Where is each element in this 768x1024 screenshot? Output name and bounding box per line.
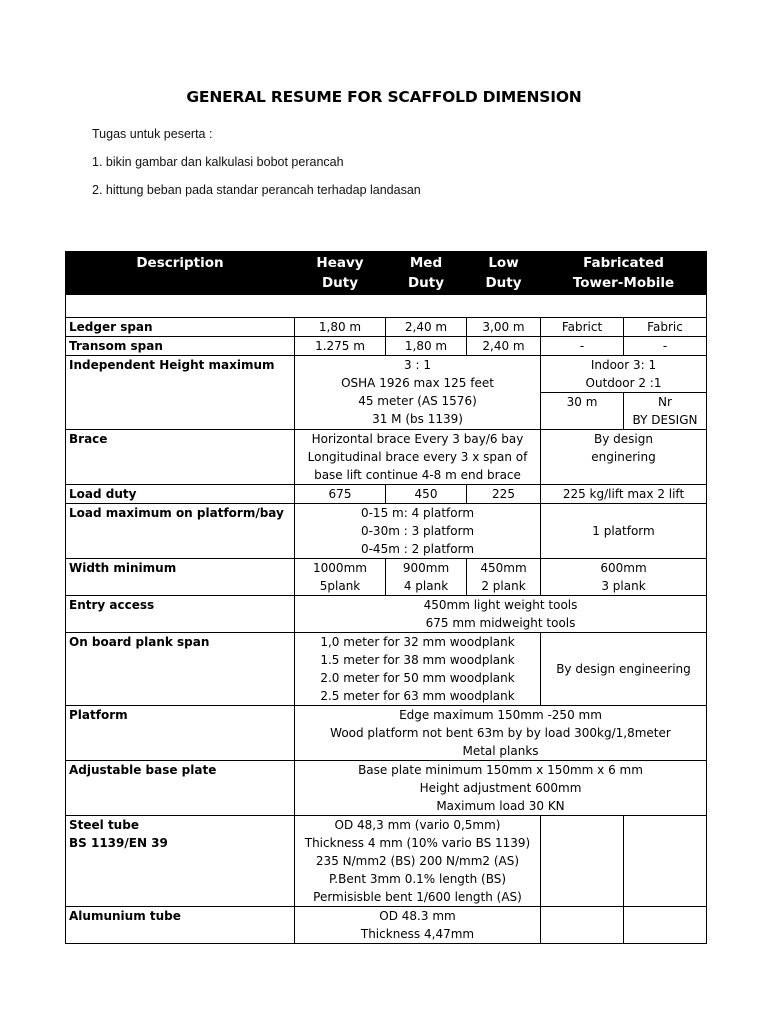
row-label: Steel tube BS 1139/EN 39 bbox=[66, 816, 295, 907]
header-med-duty: Med Duty bbox=[386, 252, 467, 295]
table-header-row bbox=[66, 252, 707, 295]
cell-fab-merged: By design engineering bbox=[541, 633, 707, 706]
cell-fab-merged: By design enginering bbox=[541, 430, 707, 485]
row-label: On board plank span bbox=[66, 633, 295, 706]
cell-duty-merged: 1,0 meter for 32 mm woodplank 1.5 meter for 38 mm woodplank 2.0 meter for 50 mm woodplank 2.5 meter for 63 mm woodplank bbox=[295, 633, 541, 706]
row-label: Load duty bbox=[66, 485, 295, 504]
cell-med: 2,40 m bbox=[386, 318, 467, 337]
scaffold-dimension-table bbox=[65, 251, 707, 944]
table-row bbox=[66, 559, 707, 596]
cell-fab-merged: 1 platform bbox=[541, 504, 707, 559]
cell-all-merged: Edge maximum 150mm -250 mm Wood platform not bent 63m by by load 300kg/1,8meter Metal planks bbox=[295, 706, 707, 761]
cell-all-merged: 450mm light weight tools 675 mm midweight tools bbox=[295, 596, 707, 633]
table-row bbox=[66, 633, 707, 706]
cell-heavy: 1.275 m bbox=[295, 337, 386, 356]
cell-low: 3,00 m bbox=[467, 318, 541, 337]
cell-fab-2 bbox=[624, 816, 707, 907]
cell-low: 450mm 2 plank bbox=[467, 559, 541, 596]
header-fabricated: Fabricated Tower-Mobile bbox=[541, 252, 707, 295]
row-label: Brace bbox=[66, 430, 295, 485]
cell-all-merged: Base plate minimum 150mm x 150mm x 6 mm Height adjustment 600mm Maximum load 30 KN bbox=[295, 761, 707, 816]
row-label: Entry access bbox=[66, 596, 295, 633]
task-item-1: 1. bikin gambar dan kalkulasi bobot perancah bbox=[92, 155, 344, 169]
cell-duty-merged: OD 48.3 mm Thickness 4,47mm bbox=[295, 907, 541, 944]
cell-med: 1,80 m bbox=[386, 337, 467, 356]
cell-fab-merged: Indoor 3: 1 Outdoor 2 :1 bbox=[541, 356, 707, 393]
cell-duty-merged: OD 48,3 mm (vario 0,5mm) Thickness 4 mm (10% vario BS 1139) 235 N/mm2 (BS) 200 N/mm2 (AS) P.Bent 3mm 0.1% length (BS) Permisisble bent 1/600 length (AS) bbox=[295, 816, 541, 907]
cell-fab-1 bbox=[541, 816, 624, 907]
header-heavy-duty: Heavy Duty bbox=[295, 252, 386, 295]
header-description: Description bbox=[66, 252, 295, 295]
cell-fab-2 bbox=[624, 907, 707, 944]
table-row bbox=[66, 706, 707, 761]
cell-low: 225 bbox=[467, 485, 541, 504]
cell-fab-1: - bbox=[541, 337, 624, 356]
task-item-2: 2. hittung beban pada standar perancah terhadap landasan bbox=[92, 183, 421, 197]
cell-low: 2,40 m bbox=[467, 337, 541, 356]
table-row bbox=[66, 504, 707, 559]
table-row bbox=[66, 761, 707, 816]
header-low-duty: Low Duty bbox=[467, 252, 541, 295]
row-label: Ledger span bbox=[66, 318, 295, 337]
cell-duty-merged: 0-15 m: 4 platform 0-30m : 3 platform 0-45m : 2 platform bbox=[295, 504, 541, 559]
cell-heavy: 675 bbox=[295, 485, 386, 504]
cell-fab-1: Fabrict bbox=[541, 318, 624, 337]
cell-fab-2: Nr BY DESIGN bbox=[624, 393, 707, 430]
cell-duty-merged: Horizontal brace Every 3 bay/6 bay Longitudinal brace every 3 x span of base lift continue 4-8 m end brace bbox=[295, 430, 541, 485]
row-label: Width minimum bbox=[66, 559, 295, 596]
row-label: Transom span bbox=[66, 337, 295, 356]
row-label: Platform bbox=[66, 706, 295, 761]
cell-fab-1 bbox=[541, 907, 624, 944]
table-row bbox=[66, 430, 707, 485]
row-label: Load maximum on platform/bay bbox=[66, 504, 295, 559]
table-spacer-row bbox=[66, 295, 707, 318]
cell-med: 450 bbox=[386, 485, 467, 504]
cell-fab-merged: 600mm 3 plank bbox=[541, 559, 707, 596]
row-label: Alumunium tube bbox=[66, 907, 295, 944]
row-label: Independent Height maximum bbox=[66, 356, 295, 430]
cell-fab-2: - bbox=[624, 337, 707, 356]
table-row bbox=[66, 337, 707, 356]
row-label: Adjustable base plate bbox=[66, 761, 295, 816]
table-row bbox=[66, 907, 707, 944]
table-row bbox=[66, 356, 707, 393]
cell-med: 900mm 4 plank bbox=[386, 559, 467, 596]
table-row bbox=[66, 816, 707, 907]
task-intro: Tugas untuk peserta : bbox=[92, 127, 213, 141]
table-row bbox=[66, 485, 707, 504]
cell-fab-2: Fabric bbox=[624, 318, 707, 337]
page-title: GENERAL RESUME FOR SCAFFOLD DIMENSION bbox=[186, 88, 582, 106]
table-row bbox=[66, 596, 707, 633]
cell-fab-merged: 225 kg/lift max 2 lift bbox=[541, 485, 707, 504]
table-row bbox=[66, 318, 707, 337]
cell-heavy: 1,80 m bbox=[295, 318, 386, 337]
cell-heavy: 1000mm 5plank bbox=[295, 559, 386, 596]
cell-duty-merged: 3 : 1 OSHA 1926 max 125 feet 45 meter (AS 1576) 31 M (bs 1139) bbox=[295, 356, 541, 430]
cell-fab-1: 30 m bbox=[541, 393, 624, 430]
